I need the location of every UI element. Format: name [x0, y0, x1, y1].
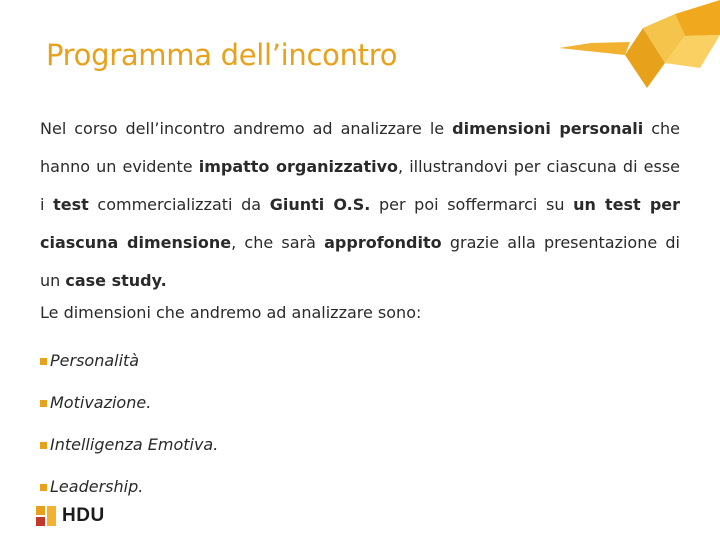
emphasis-text: impatto organizzativo	[198, 157, 398, 176]
bullet-icon	[40, 442, 47, 449]
emphasis-text: approfondito	[324, 233, 442, 252]
emphasis-text: case study.	[65, 271, 167, 290]
list-item	[40, 424, 218, 466]
intro-paragraph	[40, 110, 680, 300]
page-title: Programma dell’incontro	[46, 38, 398, 72]
list-item-label: Leadership.	[50, 477, 144, 496]
list-item-label: Motivazione.	[50, 393, 152, 412]
list-item	[40, 340, 218, 382]
paragraph-text: che hanno un evidente	[40, 119, 681, 176]
bullet-icon	[40, 484, 47, 491]
paragraph-text: , che sarà	[231, 233, 325, 252]
list-item-label: Personalità	[50, 351, 140, 370]
dimensions-intro: Le dimensioni che andremo ad analizzare sono:	[40, 303, 422, 322]
emphasis-text: Giunti O.S.	[269, 195, 371, 214]
emphasis-text: test	[53, 195, 89, 214]
paragraph-text: , illustrandovi per ciascuna di esse i	[40, 157, 680, 214]
bullet-icon	[40, 400, 47, 407]
paragraph-text: grazie alla presentazione di un	[40, 233, 680, 290]
list-item	[40, 466, 218, 508]
list-item	[40, 382, 218, 424]
paragraph-text: per poi soffermarci su	[370, 195, 574, 214]
logo-mark-icon	[36, 506, 58, 526]
emphasis-text: un test per ciascuna dimensione	[40, 195, 681, 252]
paragraph-text: Nel corso dell’incontro andremo ad analizzare le	[40, 119, 453, 138]
emphasis-text: dimensioni personali	[452, 119, 644, 138]
logo-text: HDU	[62, 505, 105, 526]
dimensions-list	[40, 340, 218, 508]
hdu-logo	[36, 505, 105, 527]
paragraph-text: commercializzati da	[88, 195, 270, 214]
bullet-icon	[40, 358, 47, 365]
origami-decoration	[555, 0, 720, 95]
list-item-label: Intelligenza Emotiva.	[50, 435, 219, 454]
